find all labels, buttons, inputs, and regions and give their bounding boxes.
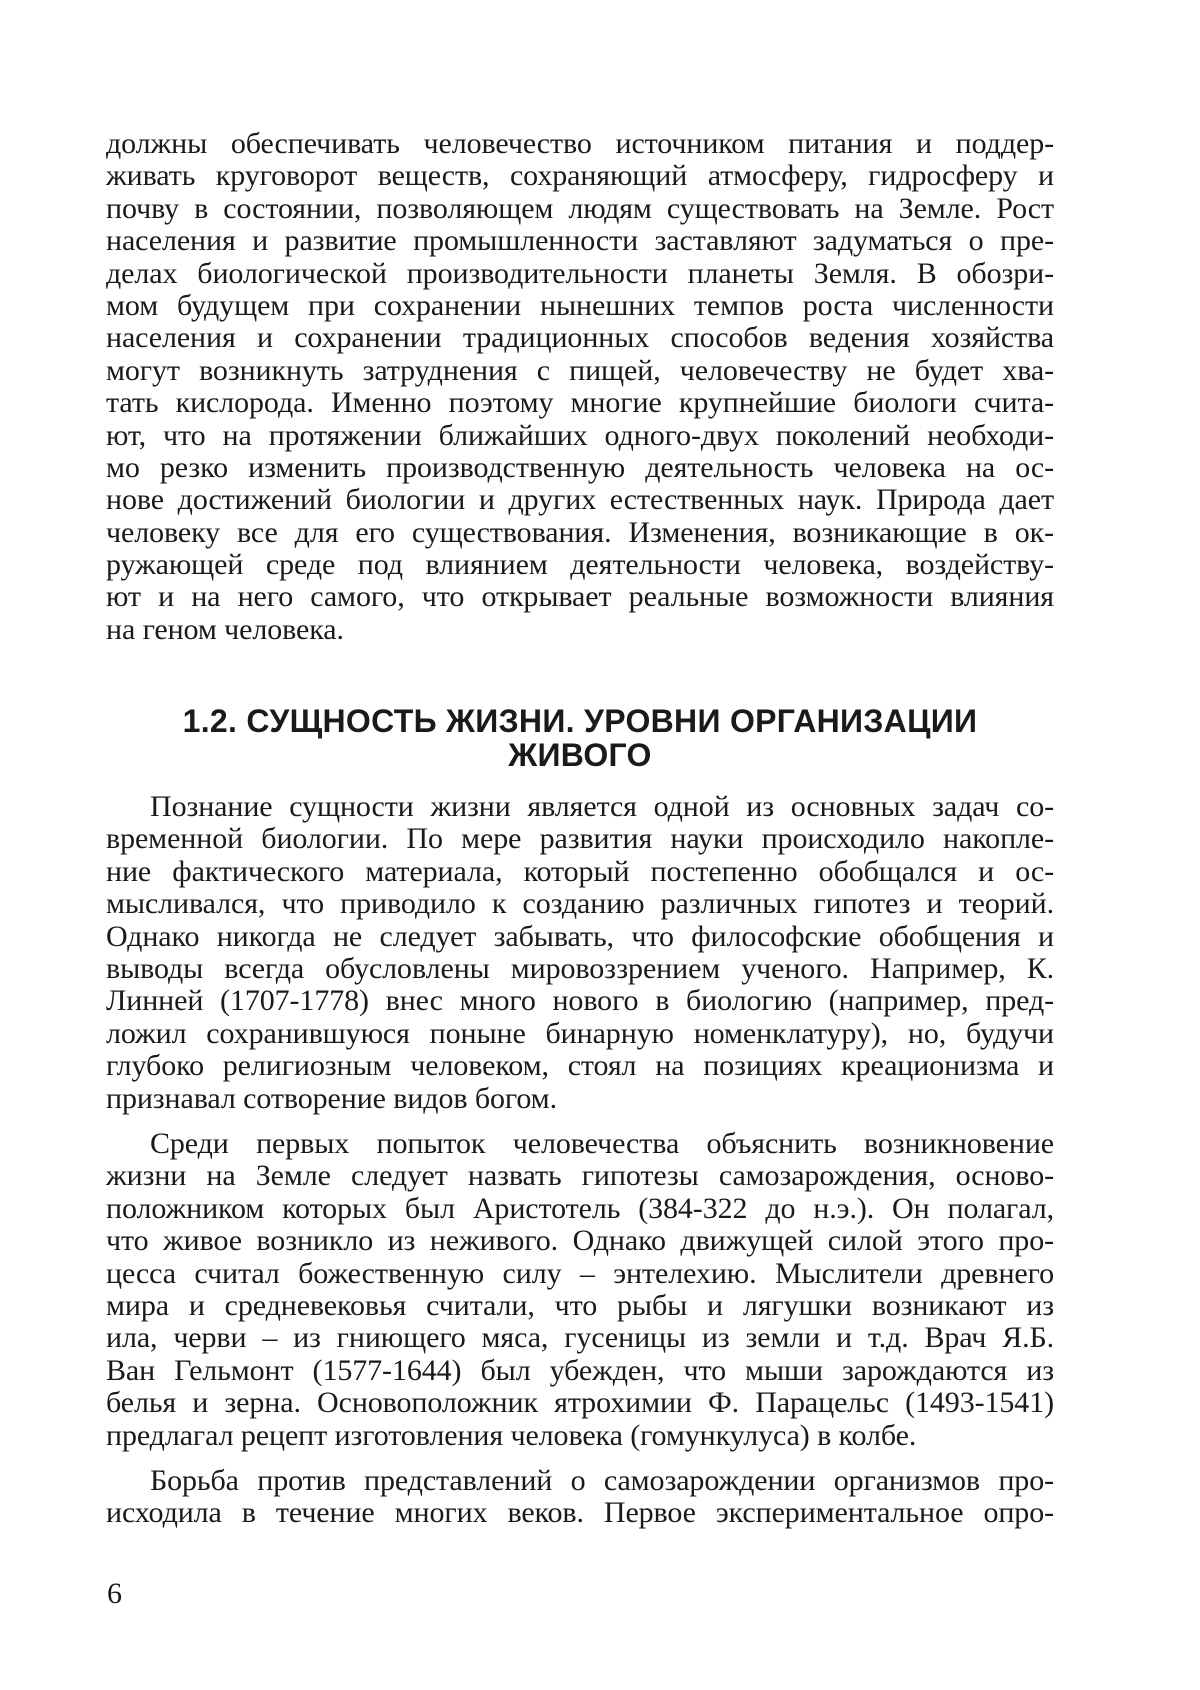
text-line: цесса считал божественную силу – энтелехию. Мыслители древнего [106, 1256, 1054, 1290]
text-line: ют и на него самого, что открывает реальные возможности влияния [106, 580, 1054, 614]
text-line: живать круговорот веществ, сохраняющий атмосферу, гидросферу и [106, 159, 1054, 193]
text-line: ние фактического материала, который постепенно обобщался и ос- [106, 854, 1054, 888]
text-line: мом будущем при сохранении нынешних темпов роста численности [106, 288, 1054, 322]
text-line: глубоко религиозным человеком, стоял на позициях креационизма и [106, 1049, 1054, 1083]
text-line: признавал сотворение видов богом. [106, 1081, 557, 1115]
text-line: могут возникнуть затруднения с пищей, человечеству не будет хва- [106, 353, 1054, 387]
text-line: ила, черви – из гниющего мяса, гусеницы из земли и т.д. Врач Я.Б. [106, 1321, 1054, 1355]
text-line: населения и развитие промышленности заставляют задуматься о пре- [106, 224, 1054, 258]
text-line: ют, что на протяжении ближайших одного-двух поколений необходи- [106, 418, 1054, 452]
page-number: 6 [107, 1577, 122, 1610]
paragraph-continuation [106, 128, 1054, 646]
text-line: мо резко изменить производственную деятельность человека на ос- [106, 450, 1054, 484]
text-line: Среди первых попыток человечества объяснить возникновение [150, 1127, 1054, 1160]
text-line: Познание сущности жизни является одной из основных задач со- [150, 790, 1054, 823]
text-line: делах биологической производительности планеты Земля. В обозри- [106, 256, 1054, 290]
section-heading-line: ЖИВОГО [508, 737, 652, 773]
text-line: должны обеспечивать человечество источником питания и поддер- [106, 127, 1054, 160]
text-line: мира и средневековья считали, что рыбы и лягушки возникают из [106, 1288, 1054, 1322]
text-line: ложил сохранившуюся поныне бинарную номенклатуру), но, будучи [106, 1016, 1054, 1050]
text-line: Борьба против представлений о самозарождении организмов про- [150, 1464, 1054, 1497]
text-line: почву в состоянии, позволяющем людям существовать на Земле. Рост [106, 191, 1054, 225]
text-line: положником которых был Аристотель (384-322 до н.э.). Он полагал, [106, 1191, 1054, 1225]
text-line: ружающей среде под влиянием деятельности человека, воздейству- [106, 548, 1054, 582]
text-line: тать кислорода. Именно поэтому многие крупнейшие биологи счита- [106, 386, 1054, 420]
text-line: Линней (1707-1778) внес много нового в биологию (например, пред- [106, 984, 1054, 1018]
text-line: предлагал рецепт изготовления человека (гомункулуса) в колбе. [106, 1418, 917, 1452]
paragraph [106, 1128, 1054, 1452]
text-line: на геном человека. [106, 612, 344, 646]
text-line: мысливался, что приводило к созданию различных гипотез и теорий. [106, 887, 1054, 921]
text-line: выводы всегда обусловлены мировоззрением ученого. Например, К. [106, 951, 1054, 985]
text-line: нове достижений биологии и других естественных наук. Природа дает [106, 483, 1054, 517]
text-line: человеку все для его существования. Изменения, возникающие в ок- [106, 515, 1054, 549]
paragraph [106, 1465, 1054, 1530]
text-line: населения и сохранении традиционных способов ведения хозяйства [106, 321, 1054, 355]
text-line: Ван Гельмонт (1577-1644) был убежден, что мыши зарождаются из [106, 1353, 1054, 1387]
text-line: временной биологии. По мере развития науки происходило накопле- [106, 822, 1054, 856]
section-heading [106, 704, 1054, 772]
text-line: что живое возникло из неживого. Однако движущей силой этого про- [106, 1224, 1054, 1258]
text-line: белья и зерна. Основоположник ятрохимии Ф. Парацельс (1493-1541) [106, 1386, 1054, 1420]
section-heading-line: 1.2. СУЩНОСТЬ ЖИЗНИ. УРОВНИ ОРГАНИЗАЦИИ [182, 703, 978, 739]
text-line: жизни на Земле следует назвать гипотезы самозарождения, осново- [106, 1159, 1054, 1193]
text-line: Однако никогда не следует забывать, что философские обобщения и [106, 919, 1054, 953]
paragraph [106, 791, 1054, 1115]
text-line: исходила в течение многих веков. Первое экспериментальное опро- [106, 1496, 1054, 1530]
